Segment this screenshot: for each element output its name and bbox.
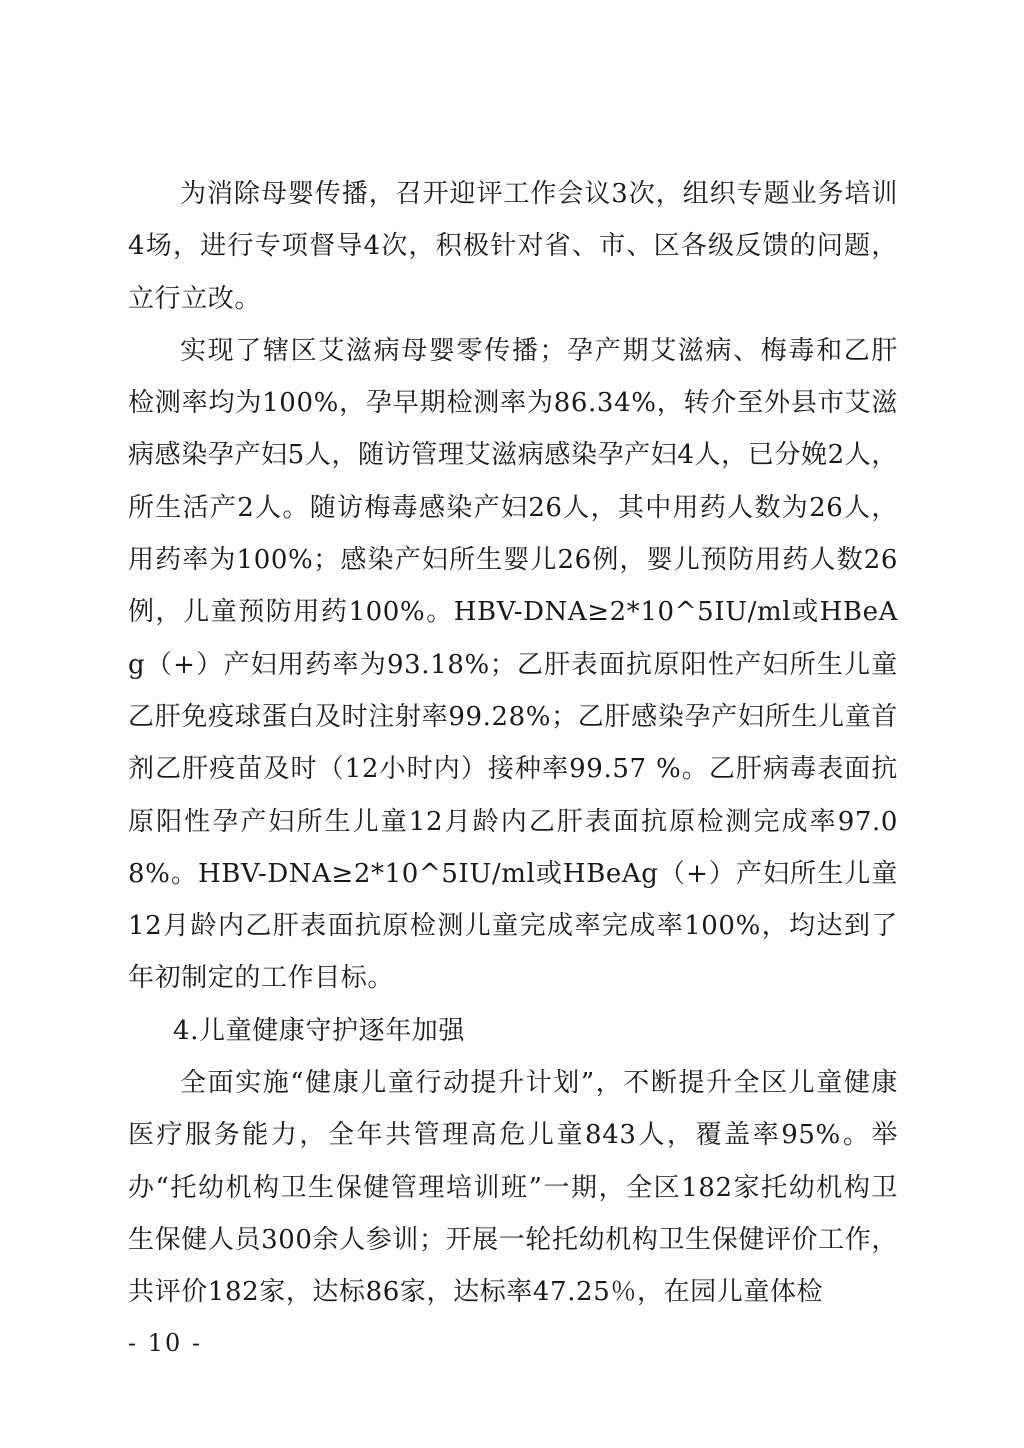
paragraph-transmission-results: 实现了辖区艾滋病母婴零传播；孕产期艾滋病、梅毒和乙肝检测率均为100%，孕早期检测率为86.34%，转介至外县市艾滋病感染孕产妇5人，随访管理艾滋病感染孕产妇4人，已分娩2人，所生活产2人。随访梅毒感染产妇26人，其中用药人数为26人，用药率为100%；感染产妇所生婴儿26例，婴儿预防用药人数26例，儿童预防用药100%。HBV-DNA≥2*10^5IU/ml或HBeAg（+）产妇用药率为93.18%；乙肝表面抗原阳性产妇所生儿童乙肝免疫球蛋白及时注射率99.28%；乙肝感染孕产妇所生儿童首剂乙肝疫苗及时（12小时内）接种率99.57 %。乙肝病毒表面抗原阳性孕产妇所生儿童12月龄内乙肝表面抗原检测完成率97.08%。HBV-DNA≥2*10^5IU/ml或HBeAg（+）产妇所生儿童12月龄内乙肝表面抗原检测儿童完成率完成率100%，均达到了年初制定的工作目标。 bbox=[128, 335, 898, 994]
section-heading-child-health: 4.儿童健康守护逐年加强 bbox=[173, 1015, 466, 1046]
page-number: - 10 - bbox=[128, 1329, 203, 1357]
document-body bbox=[128, 168, 898, 1319]
paragraph-child-health-plan: 全面实施“健康儿童行动提升计划”，不断提升全区儿童健康医疗服务能力，全年共管理高危儿童843人，覆盖率95%。举办“托幼机构卫生保健管理培训班”一期，全区182家托幼机构卫生保健人员300余人参训；开展一轮托幼机构卫生保健评价工作，共评价182家，达标86家，达标率47.25％，在园儿童体检 bbox=[128, 1068, 898, 1308]
paragraph-mother-infant-meetings: 为消除母婴传播，召开迎评工作会议3次，组织专题业务培训4场，进行专项督导4次，积极针对省、市、区各级反馈的问题，立行立改。 bbox=[128, 179, 898, 314]
